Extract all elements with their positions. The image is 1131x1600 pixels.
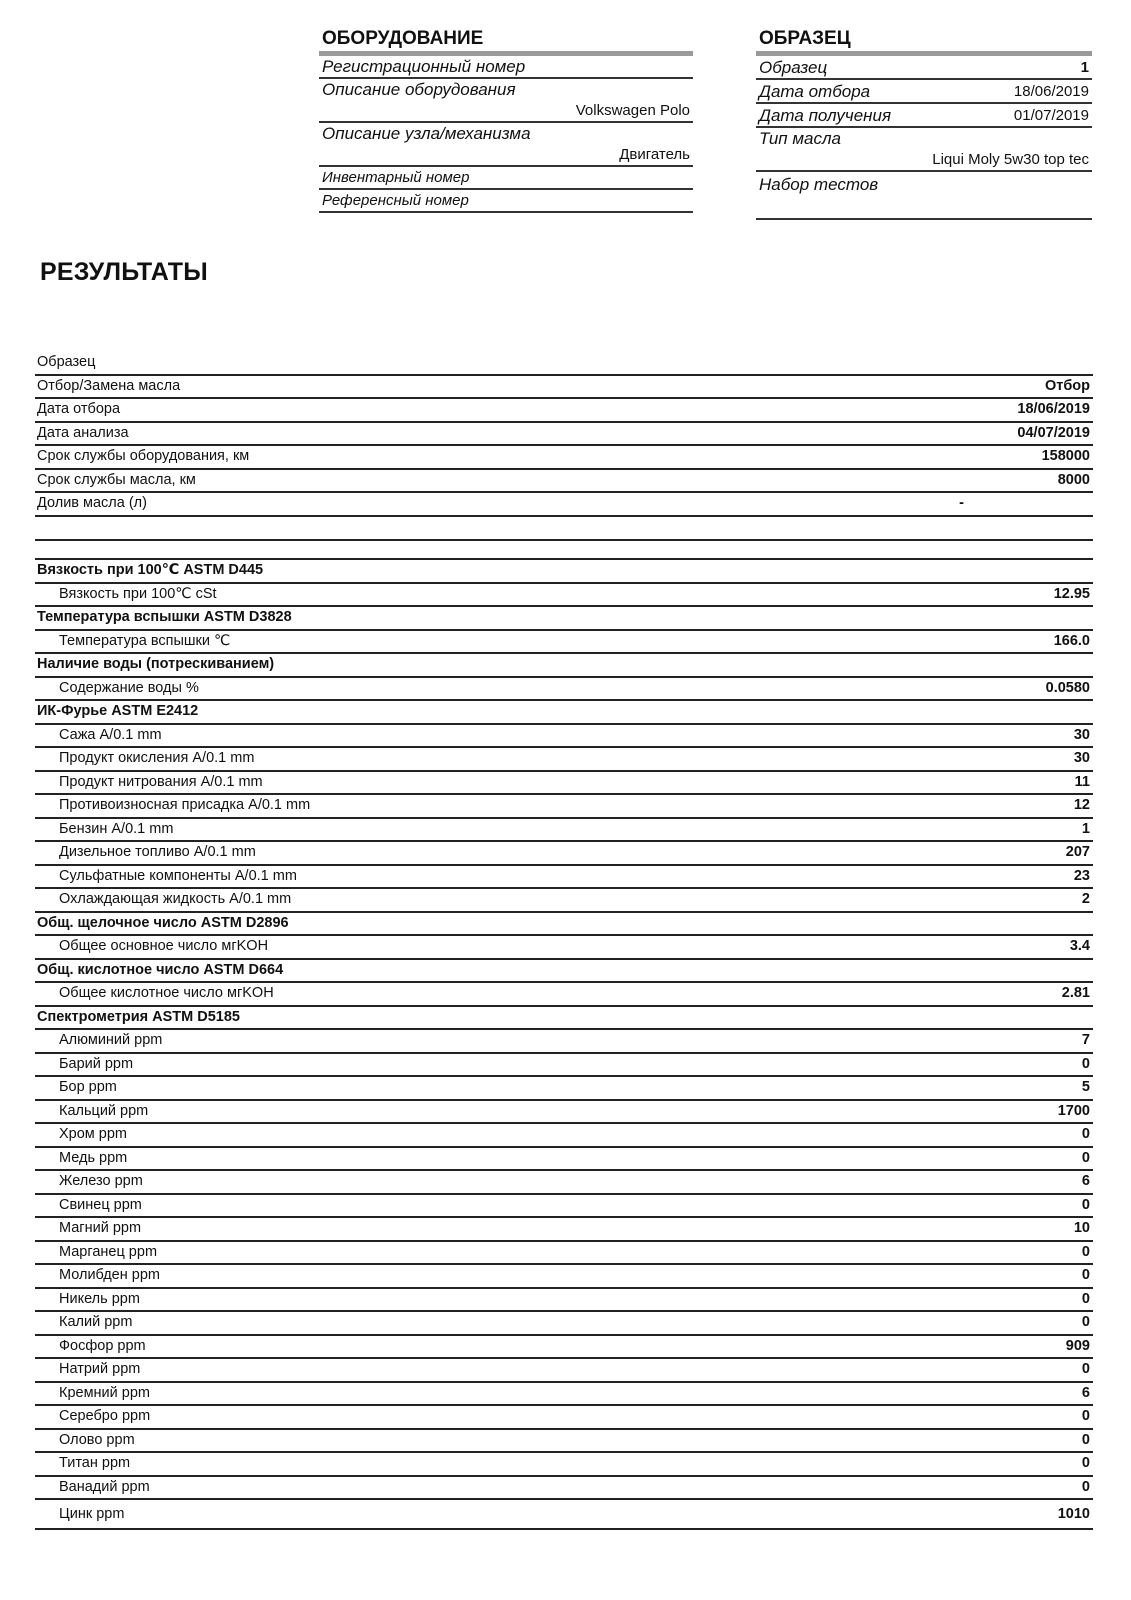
test-result-row (35, 1406, 1093, 1430)
test-result-label: Фосфор ppm (59, 1337, 146, 1354)
test-result-row (35, 842, 1093, 866)
test-result-row (35, 1430, 1093, 1454)
test-result-value: 0 (1081, 1361, 1090, 1377)
equipment-description-row (319, 79, 693, 123)
reg-number-label: Регистрационный номер (322, 57, 526, 76)
test-result-label: Ванадий ppm (59, 1478, 150, 1495)
test-result-value: 0 (1081, 1243, 1090, 1260)
test-result-value: 1 (1081, 820, 1090, 837)
info-row-value: 158000 (1041, 448, 1090, 464)
test-group-label: Температура вспышки ASTM D3828 (37, 609, 292, 625)
test-result-row (35, 1101, 1093, 1125)
section-divider (35, 517, 1093, 541)
test-result-value: 7 (1081, 1032, 1090, 1048)
test-result-label: Хром ppm (59, 1126, 128, 1142)
test-result-row (35, 584, 1093, 608)
test-result-label: Никель ppm (59, 1290, 140, 1307)
test-result-row (35, 1054, 1093, 1078)
test-group-header (35, 560, 1093, 584)
test-result-value: 12.95 (1053, 585, 1090, 602)
test-result-value: 0 (1081, 1126, 1090, 1142)
sampling-date-row (756, 80, 1092, 104)
test-result-label: Сульфатные компоненты A/0.1 mm (59, 867, 297, 884)
info-row-value: 8000 (1057, 471, 1090, 488)
unit-description-value: Двигатель (619, 146, 690, 163)
received-date-row (756, 104, 1092, 128)
test-result-label: Серебро ppm (59, 1408, 151, 1424)
test-result-value: 0 (1081, 1196, 1090, 1213)
test-result-label: Калий ppm (59, 1314, 133, 1330)
oil-type-row (756, 128, 1092, 172)
unit-description-row (319, 123, 693, 167)
test-result-row (35, 1477, 1093, 1501)
test-group-label: Общ. кислотное число ASTM D664 (37, 961, 284, 978)
sample-title: ОБРАЗЕЦ (756, 28, 1092, 56)
info-row-label: Долив масла (л) (37, 495, 147, 511)
test-group-header (35, 607, 1093, 631)
test-result-value: 3.4 (1069, 938, 1090, 954)
info-row-label: Образец (37, 354, 96, 370)
equipment-description-value: Volkswagen Polo (575, 102, 690, 119)
test-result-label: Дизельное топливо A/0.1 mm (59, 844, 256, 860)
unit-description-label: Описание узла/механизма (322, 124, 531, 143)
test-group-header (35, 960, 1093, 984)
info-row-value: 04/07/2019 (1017, 424, 1090, 441)
test-result-row (35, 1383, 1093, 1407)
sample-number-label: Образец (759, 57, 828, 77)
test-result-label: Продукт нитрования A/0.1 mm (59, 773, 263, 790)
test-result-label: Общее кислотное число мгKOH (59, 985, 274, 1001)
info-row-label: Срок службы оборудования, км (37, 448, 250, 464)
test-result-row (35, 678, 1093, 702)
test-result-value: 30 (1073, 750, 1090, 766)
test-result-value: 166.0 (1053, 632, 1090, 649)
test-result-row (35, 889, 1093, 913)
test-group-label: Общ. щелочное число ASTM D2896 (37, 914, 289, 931)
test-group-label: Спектрометрия ASTM D5185 (37, 1008, 240, 1025)
test-result-row (35, 819, 1093, 843)
reference-number-label: Референсный номер (322, 192, 469, 209)
test-result-row (35, 866, 1093, 890)
test-result-value: 0 (1081, 1408, 1090, 1424)
info-row (35, 493, 1093, 517)
test-result-row (35, 1218, 1093, 1242)
test-result-label: Кальций ppm (59, 1102, 149, 1119)
test-result-label: Бор ppm (59, 1079, 117, 1095)
info-row (35, 399, 1093, 423)
oil-type-label: Тип масла (759, 129, 842, 148)
test-result-value: 1010 (1057, 1506, 1090, 1522)
info-row-label: Дата отбора (37, 401, 121, 417)
test-result-value: 0.0580 (1045, 679, 1090, 696)
info-row (35, 446, 1093, 470)
test-result-label: Олово ppm (59, 1431, 135, 1448)
test-result-label: Охлаждающая жидкость A/0.1 mm (59, 891, 292, 907)
test-result-row (35, 1312, 1093, 1336)
results-title: РЕЗУЛЬТАТЫ (40, 258, 208, 286)
test-result-row (35, 1124, 1093, 1148)
test-result-row (35, 795, 1093, 819)
test-group-header (35, 1007, 1093, 1031)
info-row (35, 423, 1093, 447)
test-result-value: 2 (1081, 891, 1090, 907)
test-result-row (35, 1500, 1093, 1530)
test-result-label: Продукт окисления A/0.1 mm (59, 750, 255, 766)
test-result-label: Общее основное число мгKOH (59, 938, 269, 954)
sampling-date-value: 18/06/2019 (1013, 82, 1089, 100)
received-date-value: 01/07/2019 (1013, 106, 1089, 124)
test-result-label: Титан ppm (59, 1455, 131, 1471)
test-result-value: 207 (1065, 844, 1090, 860)
equipment-title: ОБОРУДОВАНИЕ (319, 28, 693, 56)
test-set-row (756, 172, 1092, 220)
test-result-row (35, 936, 1093, 960)
info-row-value: - (959, 495, 964, 511)
test-result-row (35, 1077, 1093, 1101)
test-result-label: Магний ppm (59, 1220, 142, 1236)
info-row-value: 18/06/2019 (1017, 401, 1090, 417)
inventory-number-label: Инвентарный номер (322, 169, 470, 186)
test-result-row (35, 1453, 1093, 1477)
test-result-row (35, 748, 1093, 772)
sample-number-value: 1 (1080, 58, 1089, 76)
info-row-label: Дата анализа (37, 424, 129, 441)
test-result-label: Цинк ppm (59, 1506, 125, 1522)
info-row-value: Отбор (1044, 377, 1090, 394)
test-result-value: 0 (1081, 1431, 1090, 1448)
test-result-label: Свинец ppm (59, 1196, 142, 1213)
test-result-row (35, 772, 1093, 796)
test-result-value: 2.81 (1061, 985, 1090, 1001)
test-result-row (35, 1148, 1093, 1172)
test-result-label: Медь ppm (59, 1149, 128, 1166)
sample-number-row (756, 56, 1092, 80)
received-date-label: Дата получения (759, 105, 892, 125)
test-result-value: 10 (1073, 1220, 1090, 1236)
test-result-value: 11 (1074, 773, 1090, 790)
test-result-label: Барий ppm (59, 1055, 134, 1072)
test-result-value: 0 (1081, 1314, 1090, 1330)
test-result-row (35, 983, 1093, 1007)
oil-type-value: Liqui Moly 5w30 top tec (932, 151, 1089, 168)
test-result-label: Кремний ppm (59, 1384, 150, 1401)
reference-number-row (319, 190, 693, 213)
test-result-label: Марганец ppm (59, 1243, 158, 1260)
test-result-label: Содержание воды % (59, 679, 199, 696)
test-result-label: Натрий ppm (59, 1361, 141, 1377)
test-result-label: Железо ppm (59, 1173, 143, 1189)
test-result-value: 0 (1081, 1055, 1090, 1072)
test-result-value: 0 (1081, 1478, 1090, 1495)
test-result-row (35, 725, 1093, 749)
test-group-label: ИК-Фурье ASTM E2412 (37, 703, 199, 719)
test-result-value: 12 (1073, 797, 1090, 813)
sample-info-table (35, 352, 1093, 541)
test-result-value: 5 (1081, 1079, 1090, 1095)
test-result-value: 1700 (1057, 1102, 1090, 1119)
test-result-label: Противоизносная присадка A/0.1 mm (59, 797, 311, 813)
test-group-header (35, 701, 1093, 725)
inventory-number-row (319, 167, 693, 190)
test-result-row (35, 1195, 1093, 1219)
info-row (35, 352, 1093, 376)
info-row (35, 470, 1093, 494)
test-result-value: 23 (1073, 867, 1090, 884)
test-result-label: Алюминий ppm (59, 1032, 163, 1048)
test-result-row (35, 1171, 1093, 1195)
test-result-label: Вязкость при 100℃ cSt (59, 585, 217, 602)
test-result-value: 0 (1081, 1267, 1090, 1283)
test-result-value: 909 (1065, 1337, 1090, 1354)
test-result-row (35, 1336, 1093, 1360)
test-group-header (35, 654, 1093, 678)
test-result-row (35, 1289, 1093, 1313)
test-result-value: 6 (1081, 1173, 1090, 1189)
equipment-block (319, 28, 693, 213)
test-group-label: Вязкость при 100℃ ASTM D445 (37, 562, 264, 578)
test-result-value: 0 (1081, 1455, 1090, 1471)
test-result-value: 30 (1073, 726, 1090, 743)
test-result-row (35, 1242, 1093, 1266)
test-result-row (35, 1030, 1093, 1054)
test-result-row (35, 631, 1093, 655)
test-result-label: Бензин A/0.1 mm (59, 820, 174, 837)
test-result-label: Молибден ppm (59, 1267, 160, 1283)
info-row (35, 376, 1093, 400)
test-result-value: 0 (1081, 1149, 1090, 1166)
info-row-label: Отбор/Замена масла (37, 377, 181, 394)
equipment-description-label: Описание оборудования (322, 80, 516, 99)
test-result-row (35, 1265, 1093, 1289)
info-row-label: Срок службы масла, км (37, 471, 196, 488)
sample-block (756, 28, 1092, 220)
test-result-label: Сажа A/0.1 mm (59, 726, 162, 743)
test-group-header (35, 913, 1093, 937)
test-result-row (35, 1359, 1093, 1383)
test-result-value: 0 (1081, 1290, 1090, 1307)
test-result-value: 6 (1081, 1384, 1090, 1401)
sampling-date-label: Дата отбора (759, 81, 871, 101)
test-set-label: Набор тестов (759, 175, 879, 194)
reg-number-row (319, 56, 693, 79)
test-result-label: Температура вспышки ℃ (59, 632, 231, 649)
test-results-table (35, 558, 1093, 1530)
test-group-label: Наличие воды (потрескиванием) (37, 656, 275, 672)
